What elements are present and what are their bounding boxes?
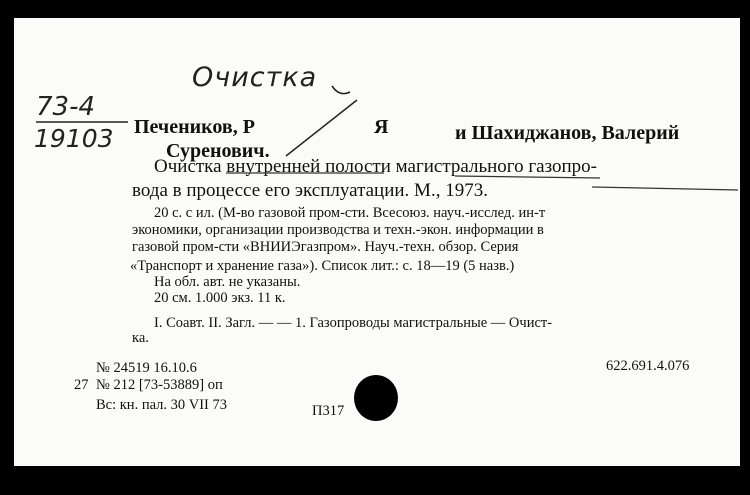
subject-line-1: I. Соавт. II. Загл. — — 1. Газопроводы магистральные — Очист- xyxy=(154,315,553,331)
title-line-1: Очистка внутренней полости магистрального газопро- xyxy=(154,156,597,177)
code-line-2: № 212 [73-53889] оп xyxy=(96,377,223,393)
handwritten-number-top: 73-4 xyxy=(36,92,96,122)
punched-hole xyxy=(354,375,398,421)
scan-border-bottom xyxy=(0,466,750,495)
code-line-1: № 24519 16.10.6 xyxy=(96,360,197,376)
author-line-1-right: и Шахиджанов, Валерий xyxy=(455,122,680,144)
description-line-1: 20 с. с ил. (М-во газовой пром-сти. Всесоюз. науч.-исслед. ин-т xyxy=(154,205,546,221)
author-line-1: Печеников, Р xyxy=(134,116,255,138)
code-line-3-b: П317 xyxy=(312,403,345,419)
scan-border-right xyxy=(740,0,750,495)
description-line-5: На обл. авт. не указаны. xyxy=(154,274,301,290)
author-line-2: Суренович. xyxy=(166,140,270,162)
description-line-3: газовой пром-сти «ВНИИЭгазпром». Науч.-техн. обзор. Серия xyxy=(132,239,519,255)
description-line-6: 20 см. 1.000 экз. 11 к. xyxy=(154,290,286,306)
handwritten-subject: Очистка xyxy=(192,62,318,93)
description-line-2: экономики, организации производства и техн.-экон. информации в xyxy=(132,222,544,238)
title-line-2: вода в процессе его эксплуатации. М., 1973. xyxy=(132,180,488,201)
scan-border-left xyxy=(0,0,14,495)
udc-code: 622.691.4.076 xyxy=(606,358,690,374)
subject-line-2: ка. xyxy=(132,330,149,346)
author-line-1-middle: Я xyxy=(374,116,389,138)
code-line-2-prefix: 27 xyxy=(74,377,89,393)
handwritten-number-bottom: 19103 xyxy=(34,124,114,153)
description-line-4: «Транспорт и хранение газа»). Список лит.: с. 18—19 (5 назв.) xyxy=(130,258,515,274)
code-line-3: Вс: кн. пал. 30 VII 73 xyxy=(96,397,228,413)
